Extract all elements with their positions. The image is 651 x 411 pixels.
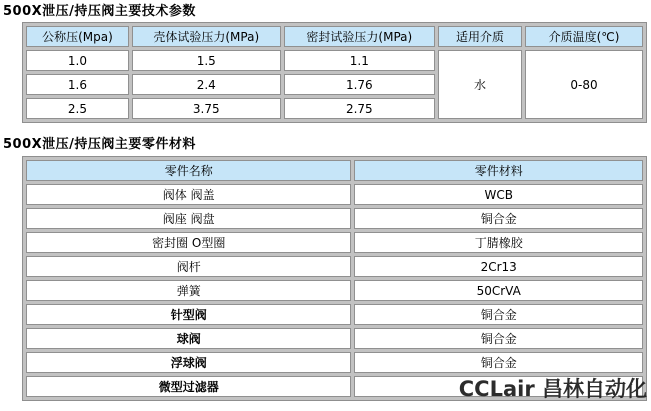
column-header-shell-test-pressure: 壳体试验压力(MPa)	[132, 26, 281, 47]
table-row	[26, 328, 643, 349]
part-name-cell: 阀体 阀盖	[26, 184, 351, 205]
medium-cell: 水	[438, 50, 522, 119]
pressure-value-cell: 3.75	[132, 98, 281, 119]
parts-materials-table	[22, 156, 647, 401]
page	[0, 4, 651, 411]
part-name-cell: 弹簧	[26, 280, 351, 301]
table-row	[26, 352, 643, 373]
watermark-logo: CCLair 昌林自动化	[458, 377, 647, 401]
column-header-medium-temperature: 介质温度(℃)	[525, 26, 643, 47]
part-name-cell: 球阀	[26, 328, 351, 349]
table-row	[26, 184, 643, 205]
part-name-cell: 阀杆	[26, 256, 351, 277]
pressure-value-cell: 1.6	[26, 74, 129, 95]
part-name-cell: 针型阀	[26, 304, 351, 325]
tech-params-table	[22, 22, 647, 123]
table-row	[26, 256, 643, 277]
table-row	[26, 280, 643, 301]
part-material-cell: 2Cr13	[354, 256, 643, 277]
part-material-cell: 铜合金	[354, 304, 643, 325]
section-title-parts-materials: 500X泄压/持压阀主要零件材料	[3, 137, 196, 152]
pressure-value-cell: 1.76	[284, 74, 435, 95]
section-title-tech-params: 500X泄压/持压阀主要技术参数	[3, 4, 196, 19]
table-row	[26, 232, 643, 253]
part-material-cell: 丁腈橡胶	[354, 232, 643, 253]
tech-header-row	[26, 26, 643, 47]
pressure-value-cell: 1.5	[132, 50, 281, 71]
pressure-value-cell: 2.75	[284, 98, 435, 119]
column-header-nominal-pressure: 公称压(Mpa)	[26, 26, 129, 47]
part-material-cell: 铜合金	[354, 208, 643, 229]
table-row	[26, 50, 643, 71]
pressure-value-cell: 1.1	[284, 50, 435, 71]
table-row	[26, 208, 643, 229]
pressure-value-cell: 2.5	[26, 98, 129, 119]
part-material-cell: 铜合金	[354, 328, 643, 349]
part-name-cell: 密封圈 O型圈	[26, 232, 351, 253]
column-header-seal-test-pressure: 密封试验压力(MPa)	[284, 26, 435, 47]
column-header-applicable-medium: 适用介质	[438, 26, 522, 47]
part-name-cell: 浮球阀	[26, 352, 351, 373]
table-row	[26, 304, 643, 325]
part-name-cell: 阀座 阀盘	[26, 208, 351, 229]
pressure-value-cell: 1.0	[26, 50, 129, 71]
part-material-cell: 50CrVA	[354, 280, 643, 301]
parts-header-row	[26, 160, 643, 181]
temperature-cell: 0-80	[525, 50, 643, 119]
part-material-cell: WCB	[354, 184, 643, 205]
column-header-part-material: 零件材料	[354, 160, 643, 181]
part-material-cell: 铜合金	[354, 352, 643, 373]
column-header-part-name: 零件名称	[26, 160, 351, 181]
part-name-cell: 微型过滤器	[26, 376, 351, 397]
pressure-value-cell: 2.4	[132, 74, 281, 95]
